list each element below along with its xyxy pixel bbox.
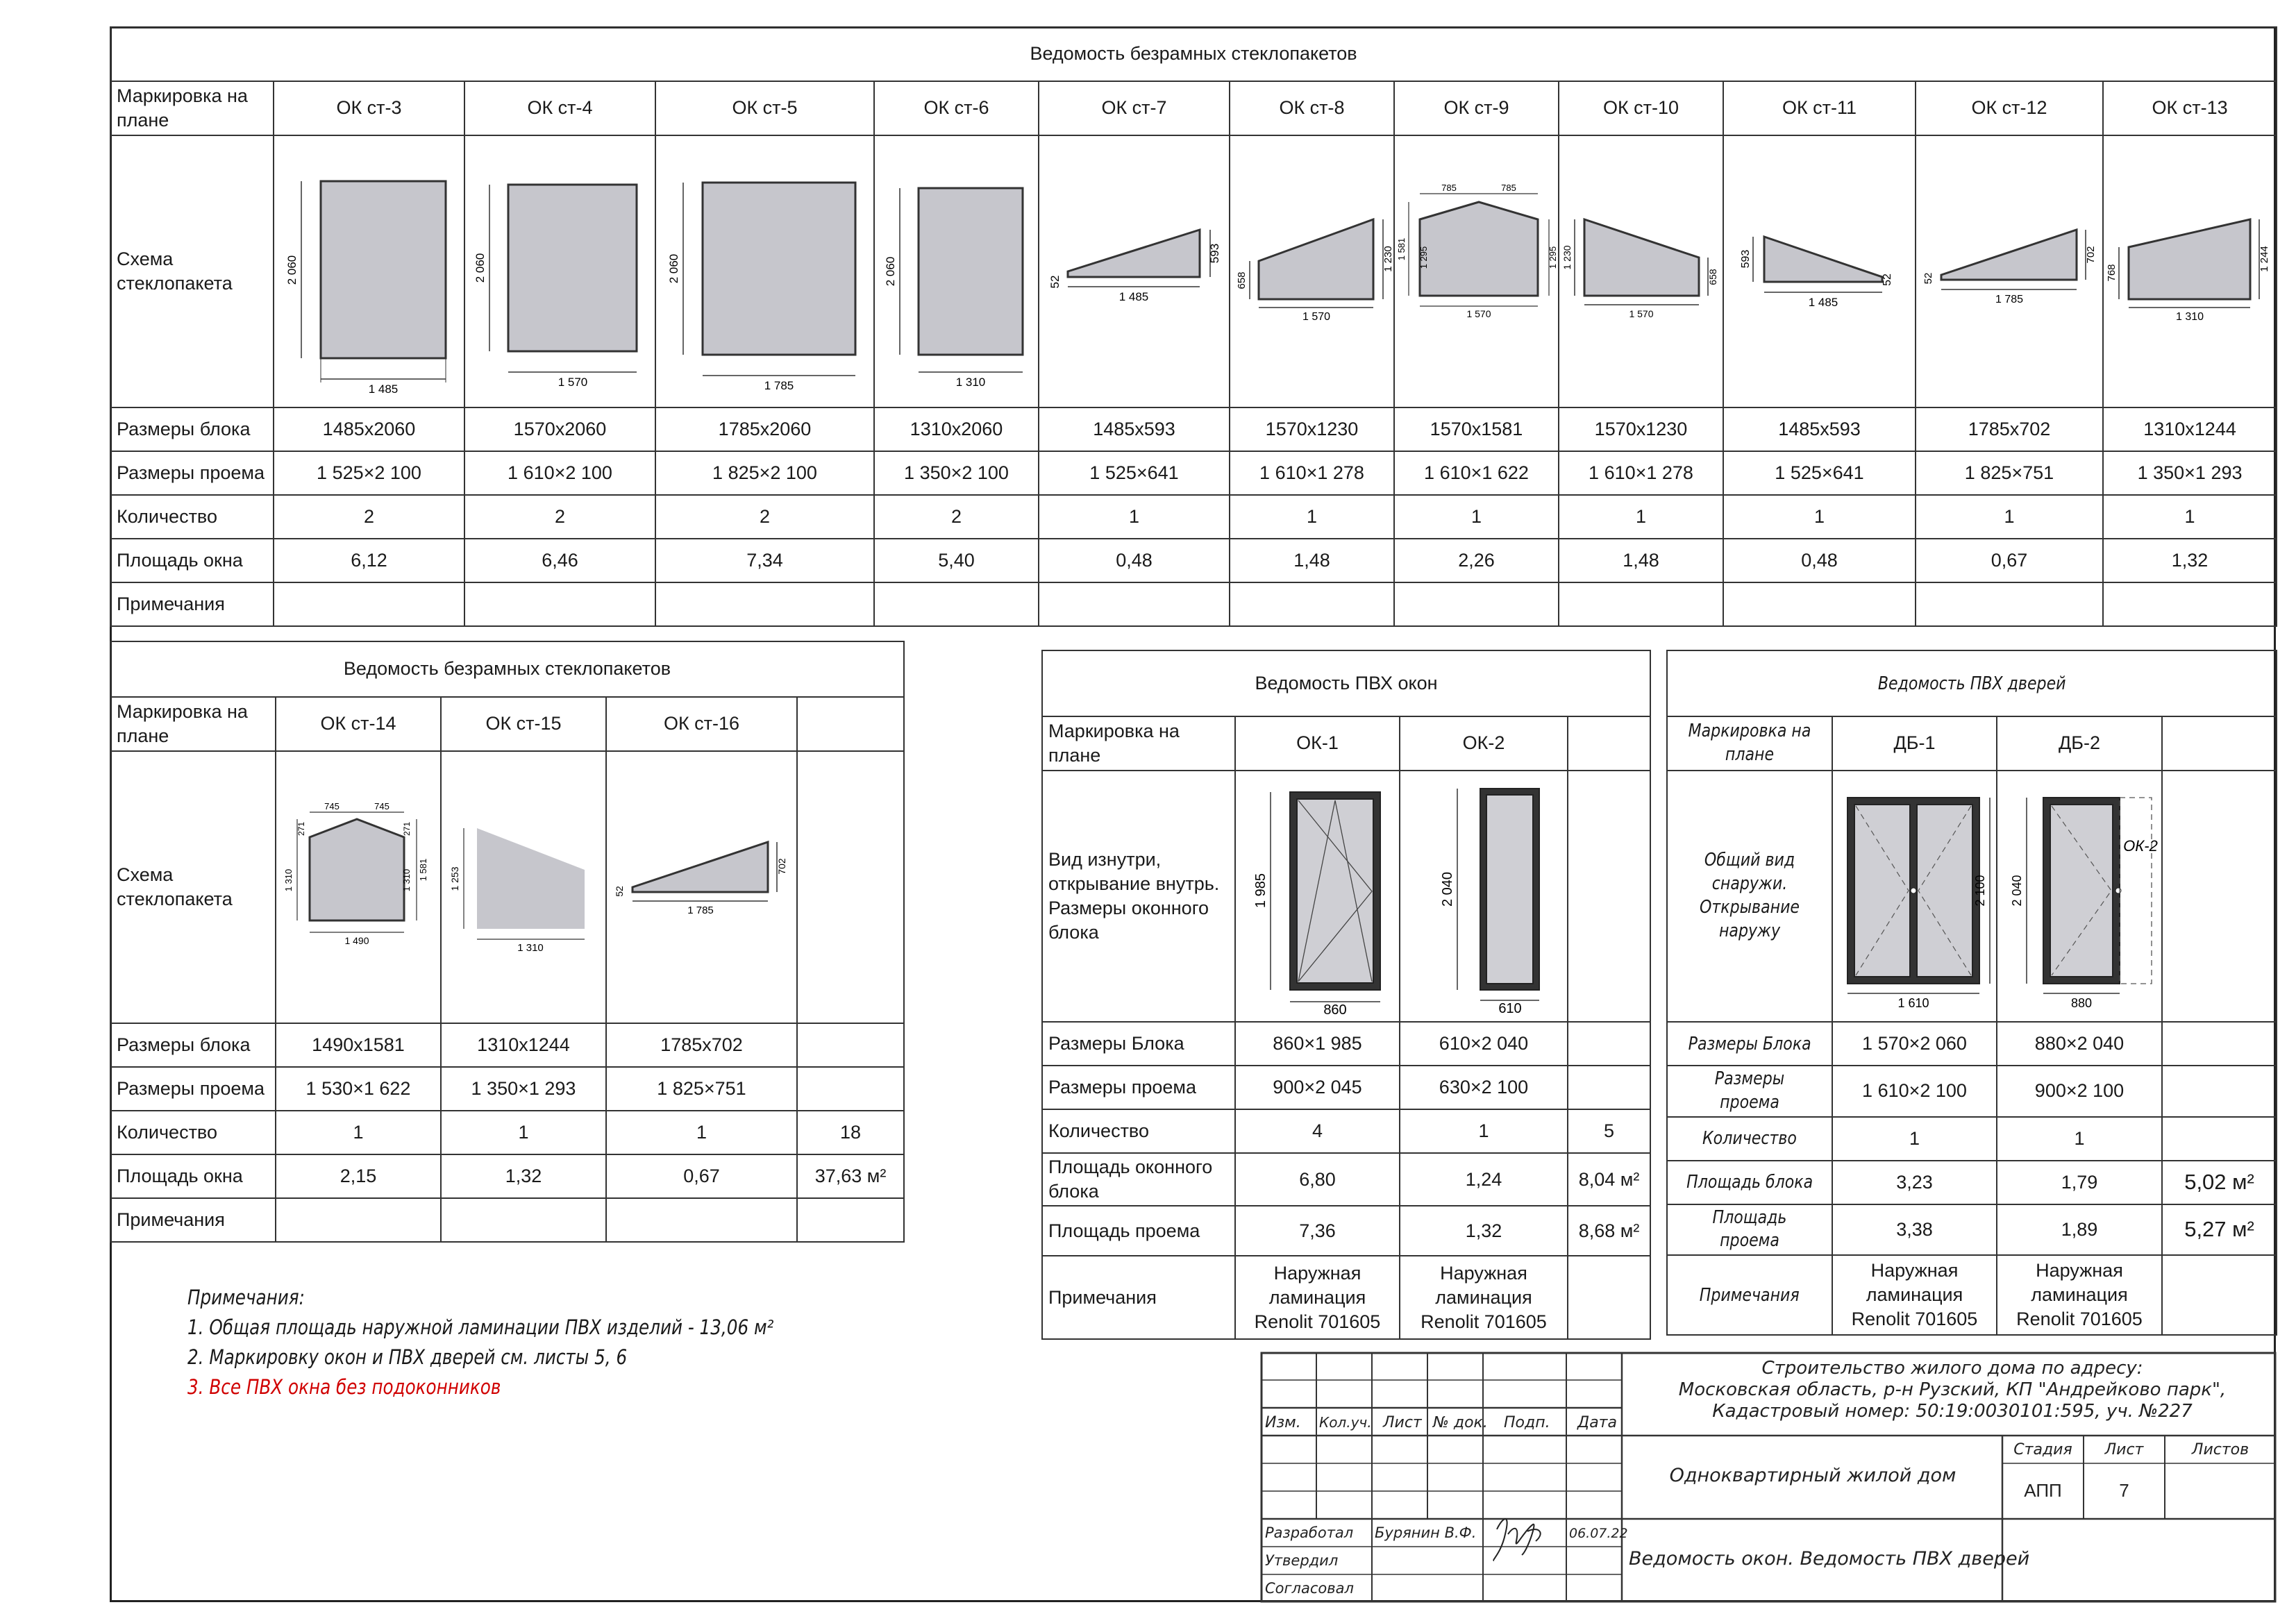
col-mark: ОК ст-11 [1723, 81, 1916, 135]
cell-opening-area: 3,38 [1832, 1204, 1997, 1256]
row-label-qty: Количество [110, 495, 274, 539]
col-mark: ОК ст-14 [276, 697, 441, 751]
dim-width: 860 [1323, 1002, 1347, 1018]
cell-total-block-area: 8,04 м² [1568, 1153, 1650, 1206]
pvc-window-tilt-turn-drawing [1241, 778, 1394, 1018]
row-label-notes: Примечания [1042, 1256, 1235, 1339]
stamp-role-agreed: Согласовал [1265, 1580, 1354, 1597]
cell-area: 0,67 [1916, 539, 2103, 582]
dim-width: 1 570 [1629, 308, 1654, 319]
dim-width: 1 785 [1995, 294, 2024, 305]
cell-qty: 1 [276, 1111, 441, 1154]
dim-side-left: 1 310 [283, 868, 294, 892]
dim-left: 1 230 [1561, 245, 1573, 270]
cell-opening: 1 825×751 [606, 1067, 797, 1111]
cell-opening: 1 350×2 100 [874, 451, 1039, 495]
cell-total-qty: 5 [1568, 1109, 1650, 1153]
cell-total-opening-area: 8,68 м² [1568, 1206, 1650, 1256]
glazing-rect-drawing [279, 146, 460, 396]
cell-block: 1310х2060 [874, 407, 1039, 451]
row-label-area: Площадь окна [110, 1154, 276, 1198]
cell-area: 1,48 [1559, 539, 1723, 582]
cell-opening: 1 525×2 100 [274, 451, 464, 495]
dim-right: 1 244 [2259, 246, 2270, 272]
cell-area: 1,32 [441, 1154, 606, 1198]
schema-ok-st-4 [464, 135, 655, 407]
cell-block-area: 1,24 [1400, 1153, 1568, 1206]
stamp-stage-label: Стадия [2013, 1441, 2072, 1458]
cell-opening: 1 825×2 100 [655, 451, 874, 495]
cell-qty: 4 [1235, 1109, 1400, 1153]
row-label-qty: Количество [110, 1111, 276, 1154]
row-label-opening: Размеры проема [1042, 1066, 1235, 1109]
row-label-block-area: Площадь блока [1667, 1161, 1832, 1204]
note-item-highlight: 3. Все ПВХ окна без подоконников [187, 1375, 501, 1399]
cell-qty: 2 [464, 495, 655, 539]
dim-height: 2 060 [285, 255, 299, 285]
dim-right: 702 [776, 858, 787, 875]
col-mark: ОК ст-10 [1559, 81, 1723, 135]
notes-title: Примечания: [187, 1286, 305, 1309]
stamp-sheet-label: Лист [2104, 1441, 2144, 1458]
col-mark: ДБ-2 [1997, 716, 2162, 771]
row-label-opening: Размеры проема [110, 1067, 276, 1111]
cell-block: 1310х1244 [2103, 407, 2277, 451]
cell-block: 1485х2060 [274, 407, 464, 451]
cell-opening: 630×2 100 [1400, 1066, 1568, 1109]
note-item: 2. Маркировку окон и ПВХ дверей см. листы 5, 6 [187, 1345, 628, 1370]
cell-qty: 1 [441, 1111, 606, 1154]
schema-ok-st-3 [274, 135, 464, 407]
dim-height: 1 985 [1252, 873, 1268, 909]
cell-block-area: 1,79 [1997, 1161, 2162, 1204]
dim-gable-left: 271 [296, 821, 306, 836]
cell-opening-area: 1,32 [1400, 1206, 1568, 1256]
pvc-single-door-drawing [2002, 778, 2161, 1014]
stamp-building: Одноквартирный жилой дом [1669, 1465, 1956, 1486]
cell-qty: 2 [655, 495, 874, 539]
schema-ok-st-15 [441, 751, 606, 1023]
general-notes [187, 1283, 877, 1402]
glazing-pentagon-drawing [280, 797, 440, 977]
stamp-col-sign: Подп. [1504, 1414, 1550, 1431]
schema-ok-st-14 [276, 751, 441, 1023]
dim-width: 1 310 [2175, 311, 2204, 323]
cell-qty: 2 [274, 495, 464, 539]
stamp-developer-name: Бурянин В.Ф. [1375, 1524, 1477, 1541]
dim-height: 2 060 [473, 253, 487, 283]
table4-title: Ведомость ПВХ дверей [1667, 650, 2277, 716]
cell-opening: 900×2 045 [1235, 1066, 1400, 1109]
cell-block: 880×2 040 [1997, 1022, 2162, 1066]
cell-block: 1310х1244 [441, 1023, 606, 1067]
cell-opening: 1 610×2 100 [1832, 1066, 1997, 1117]
cell-opening: 1 610×2 100 [464, 451, 655, 495]
dim-side-right: 1 310 [401, 868, 412, 892]
cell-note: Наружная ламинация Renolit 701605 [1997, 1255, 2162, 1335]
row-label-schema: Схема стеклопакета [110, 135, 274, 407]
table-pvc-doors [1666, 650, 2277, 1336]
col-mark: ОК ст-13 [2103, 81, 2277, 135]
dim-gable-right: 271 [402, 821, 412, 836]
pvc-double-door-drawing [1837, 778, 1997, 1014]
row-label-opening-area: Площадь проема [1667, 1204, 1832, 1256]
row-label-notes: Примечания [1667, 1255, 1832, 1335]
cell-note: Наружная ламинация Renolit 701605 [1235, 1256, 1400, 1339]
dim-height: 2 040 [1440, 871, 1455, 907]
dim-height: 2 040 [2010, 875, 2024, 907]
row-label-notes: Примечания [110, 582, 274, 626]
schema-ok-st-5 [655, 135, 874, 407]
row-label-qty: Количество [1667, 1117, 1832, 1161]
dim-side-left: 1 295 [1418, 246, 1429, 269]
glazing-rect-drawing [661, 146, 869, 396]
cell-block: 1785х702 [1916, 407, 2103, 451]
row-label-notes: Примечания [110, 1198, 276, 1242]
ref-ok-2-label: ОК-2 [2123, 837, 2158, 855]
schema-ok-st-8 [1230, 135, 1394, 407]
dim-left: 52 [1922, 272, 1934, 285]
cell-qty: 1 [1832, 1117, 1997, 1161]
col-mark: ОК ст-9 [1394, 81, 1559, 135]
cell-total-block-area: 5,02 м² [2162, 1161, 2277, 1204]
dim-height: 2 060 [667, 253, 680, 284]
row-label-qty: Количество [1042, 1109, 1235, 1153]
cell-area: 0,48 [1039, 539, 1230, 582]
cell-total-area: 37,63 м² [797, 1154, 904, 1198]
cell-total-opening-area: 5,27 м² [2162, 1204, 2277, 1256]
dim-height: 1 253 [449, 866, 460, 891]
row-label-opening-area: Площадь проема [1042, 1206, 1235, 1256]
glazing-pentagon-drawing [1396, 181, 1559, 362]
cell-area: 5,40 [874, 539, 1039, 582]
schema-ok-st-16 [606, 751, 797, 1023]
stamp-sheet-title: Ведомость окон. Ведомость ПВХ дверей [1629, 1548, 2030, 1570]
col-mark: ДБ-1 [1832, 716, 1997, 771]
glazing-triangle-drawing [1044, 181, 1231, 362]
dim-right: 1 230 [1382, 246, 1394, 272]
dim-width: 1 570 [1302, 311, 1331, 323]
row-label-block: Размеры Блока [1042, 1022, 1235, 1066]
schema-db-1 [1832, 771, 1997, 1022]
dim-top-right: 745 [374, 801, 389, 812]
cell-opening: 1 525×641 [1723, 451, 1916, 495]
cell-qty: 1 [1394, 495, 1559, 539]
cell-opening: 1 610×1 278 [1559, 451, 1723, 495]
cell-block-area: 3,23 [1832, 1161, 1997, 1204]
cell-qty: 1 [1723, 495, 1916, 539]
table3-title: Ведомость ПВХ окон [1042, 650, 1650, 716]
cell-block: 610×2 040 [1400, 1022, 1568, 1066]
glazing-trapezoid-drawing [1561, 181, 1723, 362]
row-label-schema: Схема стеклопакета [110, 751, 276, 1023]
pvc-window-fixed-drawing [1414, 778, 1553, 1014]
schema-ok-st-12 [1916, 135, 2103, 407]
schema-ok-2 [1400, 771, 1568, 1022]
cell-opening: 1 610×1 622 [1394, 451, 1559, 495]
dim-width: 1 570 [1466, 308, 1491, 319]
cell-opening-area: 7,36 [1235, 1206, 1400, 1256]
dim-right: 593 [1208, 243, 1221, 264]
glazing-rect-drawing [470, 146, 651, 396]
cell-area: 0,48 [1723, 539, 1916, 582]
schema-ok-1 [1235, 771, 1400, 1022]
dim-right: 52 [1881, 274, 1893, 286]
cell-opening: 1 610×1 278 [1230, 451, 1394, 495]
glazing-triangle-drawing [1736, 181, 1903, 362]
cell-note: Наружная ламинация Renolit 701605 [1832, 1255, 1997, 1335]
stamp-col-izm: Изм. [1265, 1414, 1301, 1431]
dim-top-right: 785 [1501, 183, 1516, 193]
col-mark: ОК ст-5 [655, 81, 874, 135]
cell-opening: 1 350×1 293 [441, 1067, 606, 1111]
glazing-trapezoid-drawing [2108, 181, 2274, 362]
stamp-col-kol: Кол.уч. [1319, 1414, 1372, 1431]
col-mark: ОК ст-3 [274, 81, 464, 135]
cell-block: 1485х593 [1039, 407, 1230, 451]
cell-qty: 2 [874, 495, 1039, 539]
glazing-trapezoid-drawing [446, 797, 605, 977]
schema-ok-st-9 [1394, 135, 1559, 407]
row-label-mark: Маркировка на плане [1667, 716, 1832, 771]
dim-left: 768 [2106, 264, 2118, 282]
col-mark: ОК ст-12 [1916, 81, 2103, 135]
schema-db-2 [1997, 771, 2162, 1022]
dim-height: 1 581 [418, 858, 428, 882]
row-label-block-area: Площадь оконного блока [1042, 1153, 1235, 1206]
stamp-sheets-label: Листов [2191, 1441, 2249, 1458]
dim-width: 610 [1498, 1001, 1522, 1016]
cell-area: 2,15 [276, 1154, 441, 1198]
schema-ok-st-7 [1039, 135, 1230, 407]
row-label-view: Вид изнутри, открывание внутрь. Размеры оконного блока [1042, 771, 1235, 1022]
dim-top-left: 785 [1441, 183, 1457, 193]
cell-area: 1,48 [1230, 539, 1394, 582]
row-label-opening: Размеры проема [110, 451, 274, 495]
row-label-area: Площадь окна [110, 539, 274, 582]
cell-qty: 1 [1559, 495, 1723, 539]
cell-block: 1785х702 [606, 1023, 797, 1067]
dim-width: 1 310 [955, 376, 985, 389]
row-label-block: Размеры блока [110, 407, 274, 451]
cell-area: 0,67 [606, 1154, 797, 1198]
table-pvc-windows [1041, 650, 1651, 1340]
stamp-col-doc: № док. [1433, 1414, 1488, 1431]
row-label-opening: Размеры проема [1667, 1066, 1832, 1117]
cell-area: 7,34 [655, 539, 874, 582]
dim-width: 1 485 [1808, 296, 1838, 309]
col-mark: ОК ст-4 [464, 81, 655, 135]
cell-qty: 1 [606, 1111, 797, 1154]
cell-area: 1,32 [2103, 539, 2277, 582]
cell-area: 6,12 [274, 539, 464, 582]
dim-side-right: 1 295 [1548, 246, 1558, 269]
stamp-role-developer: Разработал [1265, 1524, 1354, 1541]
cell-qty: 1 [1997, 1117, 2162, 1161]
schema-ok-st-11 [1723, 135, 1916, 407]
table-frameless-glazing-1 [110, 26, 2277, 627]
glazing-trapezoid-drawing [1234, 181, 1401, 362]
stamp-stage: АПП [2024, 1480, 2062, 1501]
schema-ok-st-10 [1559, 135, 1723, 407]
cell-opening: 1 825×751 [1916, 451, 2103, 495]
dim-height: 2 100 [1973, 875, 1987, 907]
dim-width: 1 610 [1897, 996, 1929, 1010]
cell-block: 1570х1230 [1559, 407, 1723, 451]
stamp-sheet-number: 7 [2119, 1480, 2129, 1501]
cell-block: 860×1 985 [1235, 1022, 1400, 1066]
table2-title: Ведомость безрамных стеклопакетов [110, 641, 904, 697]
cell-block: 1 570×2 060 [1832, 1022, 1997, 1066]
stamp-col-list: Лист [1383, 1414, 1422, 1431]
dim-left: 52 [1048, 275, 1062, 289]
dim-width: 1 485 [368, 382, 398, 396]
cell-opening: 1 525×641 [1039, 451, 1230, 495]
cell-block: 1485х593 [1723, 407, 1916, 451]
cell-block: 1570х1581 [1394, 407, 1559, 451]
dim-left: 593 [1739, 249, 1752, 269]
stamp-date: 06.07.22 [1569, 1526, 1628, 1541]
dim-width: 1 485 [1118, 290, 1149, 303]
note-item: 1. Общая площадь наружной ламинации ПВХ изделий - 13,06 м² [187, 1315, 774, 1340]
dim-height: 1 581 [1396, 237, 1407, 261]
col-mark: ОК ст-6 [874, 81, 1039, 135]
cell-note: Наружная ламинация Renolit 701605 [1400, 1256, 1568, 1339]
cell-block-area: 6,80 [1235, 1153, 1400, 1206]
dim-right: 658 [1707, 269, 1718, 285]
glazing-rect-drawing [880, 146, 1033, 396]
dim-width: 1 490 [344, 935, 369, 946]
cell-block: 1570х2060 [464, 407, 655, 451]
row-label-block: Размеры блока [110, 1023, 276, 1067]
dim-left: 658 [1236, 271, 1248, 289]
schema-ok-st-6 [874, 135, 1039, 407]
dim-width: 880 [2070, 996, 2093, 1010]
row-label-mark: Маркировка на плане [1042, 716, 1235, 771]
glazing-triangle-drawing [1920, 181, 2101, 362]
col-mark: ОК-1 [1235, 716, 1400, 771]
dim-left: 52 [613, 886, 625, 897]
cell-qty: 1 [2103, 495, 2277, 539]
dim-width: 1 785 [764, 379, 794, 392]
dim-right: 702 [2085, 246, 2097, 264]
dim-width: 1 785 [687, 905, 714, 916]
cell-opening-area: 1,89 [1997, 1204, 2162, 1256]
dim-width: 1 570 [558, 376, 587, 389]
col-mark: ОК ст-15 [441, 697, 606, 751]
cell-qty: 1 [1230, 495, 1394, 539]
cell-qty: 1 [1916, 495, 2103, 539]
dim-height: 2 060 [883, 256, 897, 287]
title-block-stamp [1261, 1352, 2276, 1602]
cell-block: 1490х1581 [276, 1023, 441, 1067]
row-label-mark: Маркировка на плане [110, 697, 276, 751]
dim-top-left: 745 [324, 801, 340, 812]
cell-area: 2,26 [1394, 539, 1559, 582]
stamp-project-address: Строительство жилого дома по адресу: Московская область, р-н Рузский, КП "Андрейково парк", Кадастровый номер: 50:19:0030101:595, уч. №227 [1678, 1358, 2227, 1422]
stamp-col-date: Дата [1577, 1414, 1617, 1431]
cell-block: 1570х1230 [1230, 407, 1394, 451]
col-mark: ОК ст-8 [1230, 81, 1394, 135]
col-mark: ОК ст-16 [606, 697, 797, 751]
table1-title: Ведомость безрамных стеклопакетов [110, 27, 2277, 81]
cell-opening: 900×2 100 [1997, 1066, 2162, 1117]
stamp-role-approved: Утвердил [1265, 1552, 1339, 1569]
col-mark: ОК-2 [1400, 716, 1568, 771]
cell-block: 1785х2060 [655, 407, 874, 451]
col-mark: ОК ст-7 [1039, 81, 1230, 135]
cell-area: 6,46 [464, 539, 655, 582]
signature-mark [1493, 1519, 1540, 1561]
row-label-block: Размеры Блока [1667, 1022, 1832, 1066]
glazing-triangle-drawing [612, 797, 792, 977]
row-label-mark: Маркировка на плане [110, 81, 274, 135]
row-label-view: Общий вид снаружи. Открывание наружу [1667, 771, 1832, 1022]
cell-opening: 1 350×1 293 [2103, 451, 2277, 495]
cell-qty: 1 [1039, 495, 1230, 539]
cell-opening: 1 530×1 622 [276, 1067, 441, 1111]
cell-qty: 1 [1400, 1109, 1568, 1153]
dim-width: 1 310 [517, 942, 544, 954]
schema-ok-st-13 [2103, 135, 2277, 407]
table-frameless-glazing-2 [110, 641, 905, 1243]
cell-total-qty: 18 [797, 1111, 904, 1154]
